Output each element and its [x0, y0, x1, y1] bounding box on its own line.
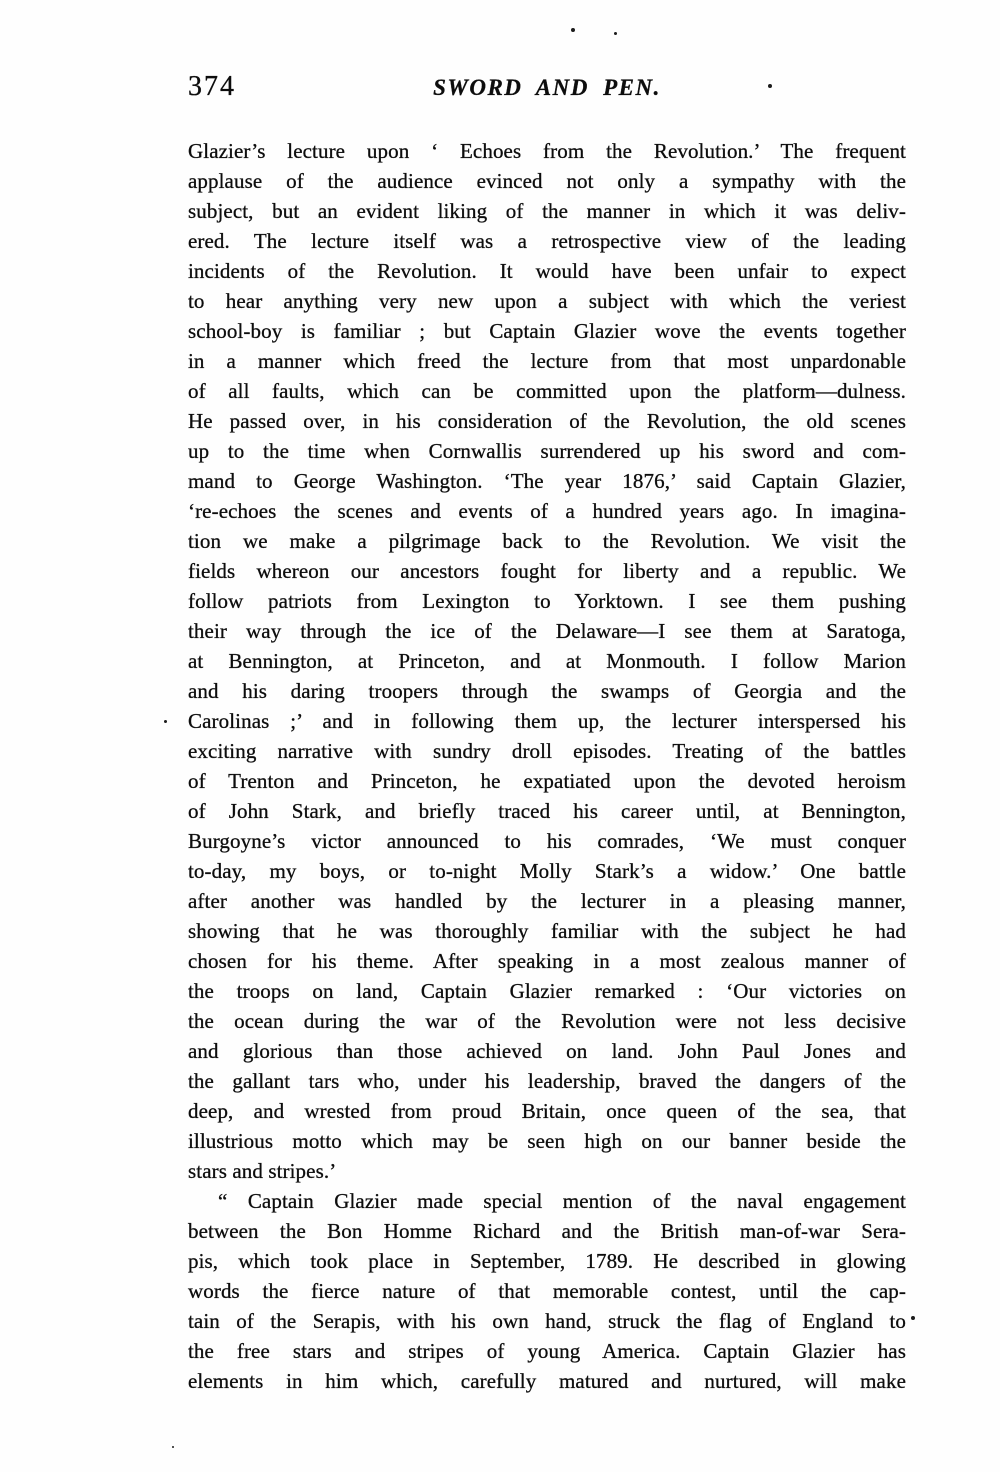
text-line: Burgoyne’s victor announced to his comrades, ‘We must conquer — [188, 829, 906, 853]
text-line: “ Captain Glazier made special mention of the naval engagement — [218, 1189, 906, 1213]
text-line: in a manner which freed the lecture from that most unpardonable — [188, 349, 906, 373]
text-line: exciting narrative with sundry droll episodes. Treating of the battles — [188, 739, 906, 763]
text-line: illustrious motto which may be seen high on our banner beside the — [188, 1129, 906, 1153]
text-line: Carolinas ;’ and in following them up, the lecturer interspersed his — [188, 709, 906, 733]
text-line: applause of the audience evinced not only a sympathy with the — [188, 169, 906, 193]
text-line: and his daring troopers through the swamps of Georgia and the — [188, 679, 906, 703]
scan-speck — [911, 1316, 915, 1320]
text-line: between the Bon Homme Richard and the British man-of-war Sera- — [188, 1219, 906, 1243]
text-line: showing that he was thoroughly familiar with the subject he had — [188, 919, 906, 943]
text-line: school-boy is familiar ; but Captain Glazier wove the events together — [188, 319, 906, 343]
running-head — [188, 70, 906, 106]
page-number: 374 — [188, 71, 236, 102]
scan-speck — [571, 28, 575, 32]
text-line: up to the time when Cornwallis surrendered up his sword and com- — [188, 439, 906, 463]
text-line: deep, and wrested from proud Britain, once queen of the sea, that — [188, 1099, 906, 1123]
text-line: Glazier’s lecture upon ‘ Echoes from the Revolution.’ The frequent — [188, 139, 906, 163]
text-line: to hear anything very new upon a subject with which the veriest — [188, 289, 906, 313]
running-title: SWORD AND PEN. — [433, 75, 661, 100]
text-line: tain of the Serapis, with his own hand, struck the flag of England to — [188, 1309, 906, 1333]
text-line: follow patriots from Lexington to Yorktown. I see them pushing — [188, 589, 906, 613]
text-line: words the fierce nature of that memorable contest, until the cap- — [188, 1279, 906, 1303]
text-line: of Trenton and Princeton, he expatiated upon the devoted heroism — [188, 769, 906, 793]
text-line: ‘re-echoes the scenes and events of a hundred years ago. In imagina- — [188, 499, 906, 523]
text-line: and glorious than those achieved on land. John Paul Jones and — [188, 1039, 906, 1063]
text-line: their way through the ice of the Delaware—I see them at Saratoga, — [188, 619, 906, 643]
scan-speck — [172, 1446, 174, 1448]
text-line: of all faults, which can be committed upon the platform—dulness. — [188, 379, 906, 403]
text-line: the troops on land, Captain Glazier remarked : ‘Our victories on — [188, 979, 906, 1003]
text-line: the free stars and stripes of young America. Captain Glazier has — [188, 1339, 906, 1363]
text-line: the ocean during the war of the Revolution were not less decisive — [188, 1009, 906, 1033]
text-line: subject, but an evident liking of the manner in which it was deliv- — [188, 199, 906, 223]
text-line: after another was handled by the lecturer in a pleasing manner, — [188, 889, 906, 913]
text-line: at Bennington, at Princeton, and at Monmouth. I follow Marion — [188, 649, 906, 673]
text-line: elements in him which, carefully matured and nurtured, will make — [188, 1369, 906, 1393]
text-line: of John Stark, and briefly traced his career until, at Bennington, — [188, 799, 906, 823]
text-line: tion we make a pilgrimage back to the Revolution. We visit the — [188, 529, 906, 553]
scan-speck — [164, 720, 167, 723]
page-text — [188, 136, 906, 1396]
text-line: fields whereon our ancestors fought for liberty and a republic. We — [188, 559, 906, 583]
scan-speck — [614, 32, 617, 35]
text-line: He passed over, in his consideration of the Revolution, the old scenes — [188, 409, 906, 433]
scan-speck — [768, 84, 772, 88]
text-line: stars and stripes.’ — [188, 1159, 337, 1183]
text-line: to-day, my boys, or to-night Molly Stark’s a widow.’ One battle — [188, 859, 906, 883]
text-line: chosen for his theme. After speaking in a most zealous manner of — [188, 949, 906, 973]
text-line: incidents of the Revolution. It would have been unfair to expect — [188, 259, 906, 283]
text-line: the gallant tars who, under his leadership, braved the dangers of the — [188, 1069, 906, 1093]
text-line: ered. The lecture itself was a retrospective view of the leading — [188, 229, 906, 253]
text-line: mand to George Washington. ‘The year 1876,’ said Captain Glazier, — [188, 469, 906, 493]
text-line: pis, which took place in September, 1789. He described in glowing — [188, 1249, 906, 1273]
